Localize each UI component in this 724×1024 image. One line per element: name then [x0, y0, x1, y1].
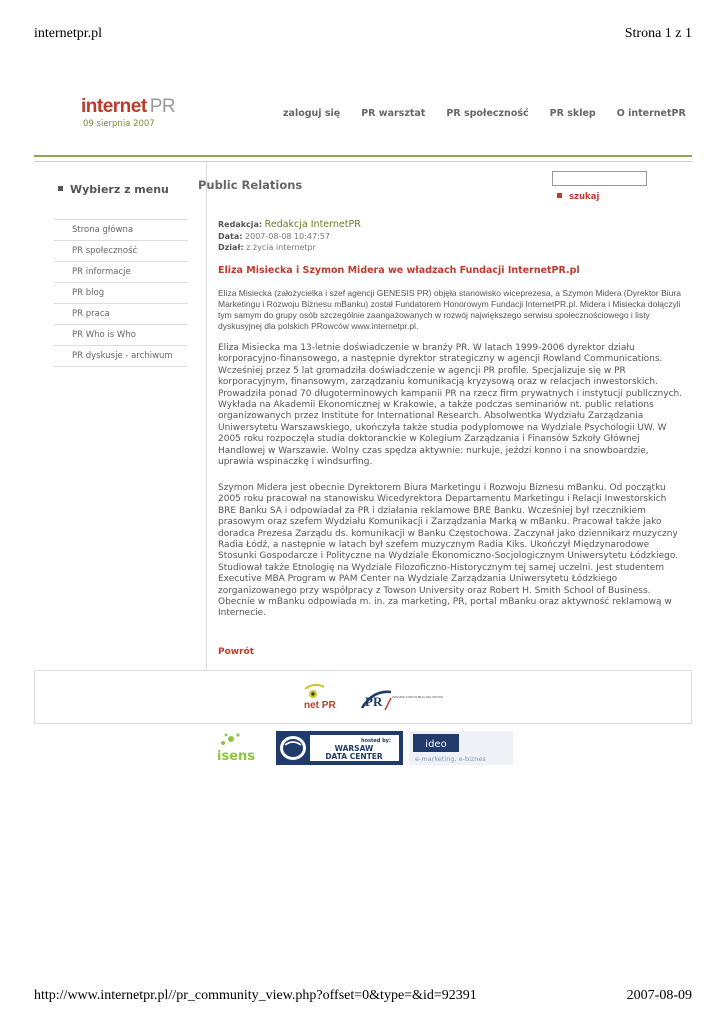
site-logo[interactable] [81, 96, 175, 129]
back-link[interactable]: Powrót [218, 647, 255, 657]
logo-pr-text: PR [149, 96, 176, 117]
article-paragraph-2: Szymon Midera jest obecnie Dyrektorem Biura Marketingu i Rozwoju Biznesu mBanku. Od początku 2005 roku pracował na stanowisku Wicedyrektora Departamentu Marketingu i Relacji Inwestorskich BRE Banku SA i odpowiadał za PR i działania reklamowe BRE Banku. Wcześniej był rzecznikiem prasowym oraz szefem Wydziału Komunikacji i Zarządzania Marką w mBanku. Pracował także jako doradca Prezesa Zarządu ds. komunikacji w Banku Częstochowa. Zaczynał jako dziennikarz muzyczny Radia Łódź, a następnie w latach był szefem muzycznym Radia Kiks. Ukończył Międzynarodowe Stosunki Gospodarcze i Polityczne na Wydziale Ekonomiczno-Socjologicznym Uniwersytetu Łódzkiego. Studiował także Etnologię na Wydziale Filozoficzno-Historycznym tej samej uczelni. Jest studentem Executive MBA Program w PAM Center na Wydziale Zarządzania Uniwersytetu Łódzkiego zorganizowanego przy współpracy z Towson University oraz Robert H. Smith School of Business. Obecnie w mBanku odpowiada m. in. za marketing, PR, portal mBanku oraz aktywność reklamową w Internecie. [218, 483, 679, 619]
isens-logo-text: isens [217, 749, 256, 764]
logo-wordmark [81, 96, 175, 118]
header-divider [34, 155, 692, 157]
search-button-label: szukaj [569, 192, 600, 202]
sidebar-item-pr-informacje[interactable]: PR informacje [54, 262, 188, 283]
article-category [218, 243, 316, 252]
nav-pr-sklep[interactable]: PR sklep [549, 108, 596, 119]
wdc-name-line2: DATA CENTER [325, 752, 383, 761]
print-header-site: internetpr.pl [34, 26, 103, 41]
netpr-logo-text: net PR [304, 700, 336, 711]
article-lead: Eliza Misiecka (założycielka i szef agencji GENESIS PR) objęła stanowisko wiceprezesa, a Szymon Midera (Dyrektor Biura Marketingu i Rozwoju Biznesu mBanku) został Fundatorem Honorowym Fundacji InternetPR.pl. Midera i Misiecka dołączyli tym samym do grupy osób szczególnie zaangażowanych w rozwój największego serwisu społecznościowego i listy dyskusyjnej dla polskich PRowców www.internetpr.pl. [218, 288, 681, 331]
nav-login[interactable]: zaloguj się [283, 108, 341, 119]
menu-heading-label: Wybierz z menu [70, 183, 169, 196]
nav-o-internetpr[interactable]: O internetPR [616, 108, 686, 119]
logo-main-text: internet [81, 96, 147, 117]
author-label: Redakcja: [218, 220, 263, 229]
ideo-tagline: e-marketing, e-biznes [415, 755, 486, 763]
print-header-page: Strona 1 z 1 [624, 26, 692, 41]
menu-heading [58, 183, 169, 196]
date-value: 2007-08-08 10:47:57 [245, 232, 330, 241]
sidebar-item-strona-glowna[interactable]: Strona główna [54, 220, 188, 241]
ideo-logo[interactable] [409, 731, 513, 765]
header-date: 09 sierpnia 2007 [83, 119, 155, 129]
sidebar-item-pr-who-is-who[interactable]: PR Who is Who [54, 325, 188, 346]
section-title: Public Relations [198, 178, 303, 192]
sidebar-menu [54, 219, 188, 367]
bullet-icon [557, 193, 562, 198]
zfpr-logo[interactable] [361, 686, 443, 714]
sidebar-item-pr-blog[interactable]: PR blog [54, 283, 188, 304]
sidebar-item-pr-dyskusje[interactable]: PR dyskusje - archiwum [54, 346, 188, 367]
wdc-hosted-label: hosted by: [361, 738, 391, 744]
nav-pr-spolecznosc[interactable]: PR społeczność [446, 108, 529, 119]
article-author [218, 219, 361, 230]
author-name[interactable]: Redakcja InternetPR [264, 219, 361, 230]
category-label: Dział: [218, 243, 244, 252]
article-title: Eliza Misiecka i Szymon Midera we władzach Fundacji InternetPR.pl [218, 265, 580, 276]
category-value: z życia internetpr [246, 243, 316, 252]
search-input[interactable] [552, 171, 647, 186]
column-divider [206, 162, 207, 670]
zfpr-logo-text: ZWIĄZEK FIRM PUBLIC RELATIONS [392, 695, 443, 699]
print-footer-date: 2007-08-09 [626, 988, 692, 1003]
date-label: Data: [218, 232, 243, 241]
article-paragraph-1: Eliza Misiecka ma 13-letnie doświadczenie w branży PR. W latach 1999-2006 dyrektor działu korporacyjno-finansowego, a następnie dyrektor strategiczny w agencji Rowland Communications. Wcześniej przez 5 lat gromadziła doświadczenie w agencji PR profile. Specjalizuje się w PR korporacyjnym, finansowym, zarządzaniu komunikacją kryzysową oraz w relacjach inwestorskich. Prowadziła ponad 70 długoterminowych kampanii PR na rzecz firm prywatnych i instytucji publicznych. Wykłada na Akademii Ekonomicznej w Krakowie, a także podczas seminariów nt. public relations organizowanych przez Institute for International Research. Absolwentka Wydziału Zarządzania Uniwersytetu Warszawskiego, ukończyła także studia podyplomowe na Wydziale Psychologii UW. W 2005 roku rozpoczęła studia doktoranckie w Kolegium Zarządzania i Finansów Szkoły Głównej Handlowej w Warszawie. Wolny czas spędza aktywnie: nurkuje, jeździ konno i na snowboardzie, uprawia wspinaczkę i windsurfing. [218, 343, 683, 468]
ideo-logo-text: ideo [425, 739, 447, 750]
wdc-name-line1: WARSAW [334, 744, 374, 753]
print-footer-url: http://www.internetpr.pl//pr_community_view.php?offset=0&type=&id=92391 [34, 988, 477, 1003]
net-pr-logo[interactable] [302, 683, 348, 711]
svg-text:PR: PR [365, 694, 383, 709]
nav-pr-warsztat[interactable]: PR warsztat [361, 108, 426, 119]
sidebar-item-pr-praca[interactable]: PR praca [54, 304, 188, 325]
warsaw-data-center-logo[interactable] [276, 731, 403, 765]
top-navigation [283, 101, 692, 120]
bullet-icon [58, 186, 63, 191]
sidebar [34, 162, 207, 670]
article-date [218, 232, 330, 241]
sidebar-item-pr-spolecznosc[interactable]: PR społeczność [54, 241, 188, 262]
search-button[interactable] [557, 192, 599, 202]
isens-logo[interactable] [213, 731, 270, 765]
